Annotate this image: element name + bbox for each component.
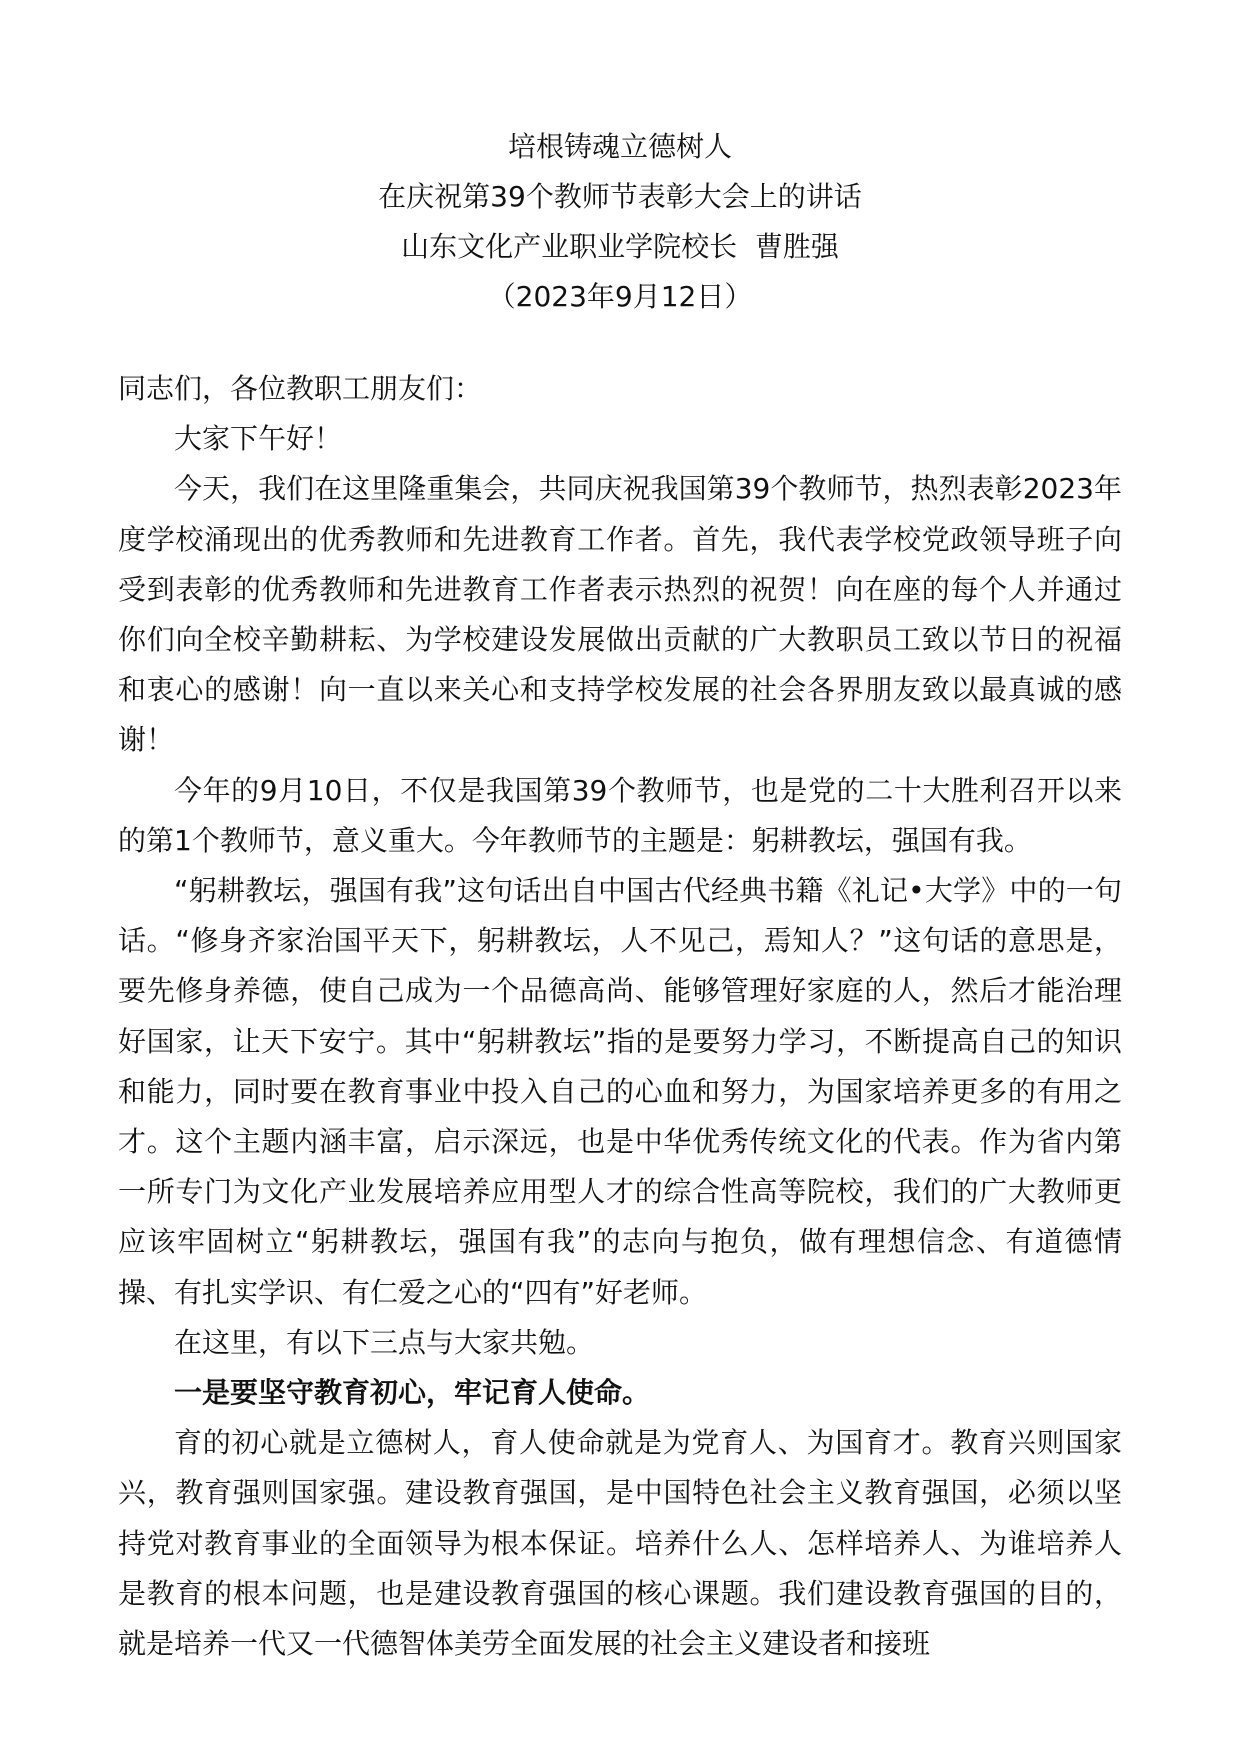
document-subtitle: 在庆祝第39个教师节表彰大会上的讲话 — [378, 180, 862, 213]
paragraph-theme: 今年的9月10日，不仅是我国第39个教师节，也是党的二十大胜利召开以来的第1个教师节，意义重大。今年教师节的主题是：躬耕教坛，强国有我。 — [118, 773, 1122, 857]
paragraph-theme-explanation: “躬耕教坛，强国有我”这句话出自中国古代经典书籍《礼记•大学》中的一句话。“修身齐家治国平天下，躬耕教坛，人不见己，焉知人？”这句话的意思是，要先修身养德，使自己成为一个品德高尚、能够管理好家庭的人，然后才能治理好国家，让天下安宁。其中“躬耕教坛”指的是要努力学习，不断提高自己的知识和能力，同时要在教育事业中投入自己的心血和努力，为国家培养更多的有用之才。这个主题内涵丰富，启示深远，也是中华优秀传统文化的代表。作为省内第一所专门为文化产业发展培养应用型人才的综合性高等院校，我们的广大教师更应该牢固树立“躬耕教坛，强国有我”的志向与抱负，做有理想信念、有道德情操、有扎实学识、有仁爱之心的“四有”好老师。 — [118, 874, 1122, 1309]
speaker-line: 山东文化产业职业学院校长 曹胜强 — [401, 230, 839, 263]
paragraph-three-points: 在这里，有以下三点与大家共勉。 — [174, 1325, 595, 1359]
salutation: 同志们，各位教职工朋友们： — [118, 372, 483, 405]
document-header — [0, 122, 1240, 322]
speech-body — [118, 364, 1122, 1669]
paragraph-opening: 今天，我们在这里隆重集会，共同庆祝我国第39个教师节，热烈表彰2023年度学校涌现出的优秀教师和先进教育工作者。首先，我代表学校党政领导班子向受到表彰的优秀教师和先进教育工作者表示热烈的祝贺！向在座的每个人并通过你们向全校辛勤耕耘、为学校建设发展做出贡献的广大教职员工致以节日的祝福和衷心的感谢！向一直以来关心和支持学校发展的社会各界朋友致以最真诚的感谢！ — [118, 472, 1122, 757]
greeting: 大家下午好！ — [174, 422, 343, 456]
document-title: 培根铸魂立德树人 — [507, 130, 732, 163]
paragraph-section-1: 育的初心就是立德树人，育人使命就是为党育人、为国育才。教育兴则国家兴，教育强则国家强。建设教育强国，是中国特色社会主义教育强国，必须以坚持党对教育事业的全面领导为根本保证。培养什么人、怎样培养人、为谁培养人是教育的根本问题，也是建设教育强国的核心课题。我们建设教育强国的目的，就是培养一代又一代德智体美劳全面发展的社会主义建设者和接班 — [118, 1426, 1122, 1661]
speech-date: （2023年9月12日） — [487, 280, 753, 313]
section-heading-1: 一是要坚守教育初心，牢记育人使命。 — [174, 1376, 651, 1410]
